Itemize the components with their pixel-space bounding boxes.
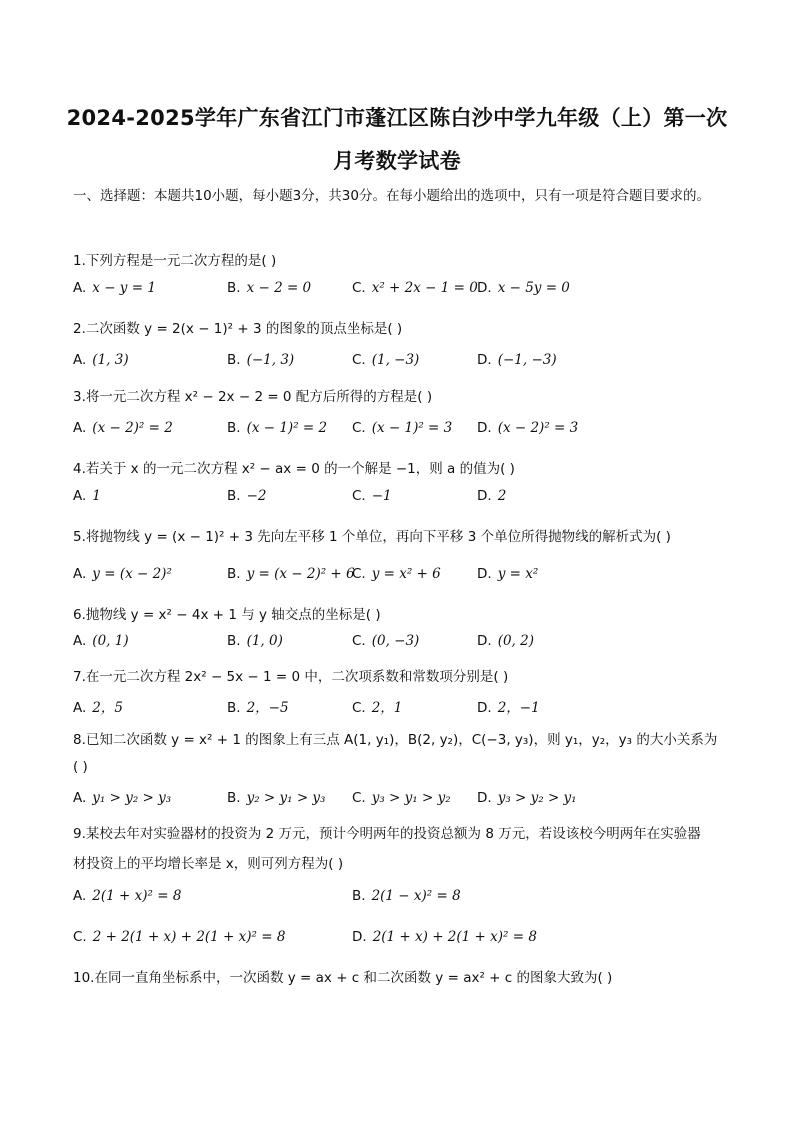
option-d: D. 2 [477,488,507,504]
question-9-options-row1 [73,888,723,908]
option-a: A. y = (x − 2)² [73,566,172,582]
section-heading: 一、选择题：本题共10小题，每小题3分，共30分。在每小题给出的选项中，只有一项是符合题目要求的。 [73,188,710,204]
question-6-stem: 6.抛物线 y = x² − 4x + 1 与 y 轴交点的坐标是( ) [73,607,381,623]
question-1-stem: 1.下列方程是一元二次方程的是( ) [73,253,277,269]
option-b: B. 2，−5 [227,700,289,716]
option-a: A. 2(1 + x)² = 8 [73,888,182,904]
question-7-stem: 7.在一元二次方程 2x² − 5x − 1 = 0 中，二次项系数和常数项分别是( ) [73,669,509,685]
option-d: D. 2(1 + x) + 2(1 + x)² = 8 [352,929,537,945]
option-c: C. y = x² + 6 [352,566,441,582]
option-c: C. (0, −3) [352,633,420,649]
option-d: D. (x − 2)² = 3 [477,420,579,436]
option-c: C. 2，1 [352,700,403,716]
option-b: B. (1, 0) [227,633,283,649]
question-1-options [73,280,723,300]
option-b: B. (−1, 3) [227,352,295,368]
question-9-options-row2 [73,929,723,949]
option-b: B. −2 [227,488,267,504]
option-a: A. (x − 2)² = 2 [73,420,173,436]
option-a: A. y₁ > y₂ > y₃ [73,790,172,806]
option-c: C. (1, −3) [352,352,420,368]
option-c: C. −1 [352,488,392,504]
exam-title-line2: 月考数学试卷 [333,149,461,173]
question-2-options [73,352,723,372]
option-a: A. 2，5 [73,700,123,716]
option-d: D. x − 5y = 0 [477,280,570,296]
question-8-stem-cont: ( ) [73,759,88,775]
option-d: D. (−1, −3) [477,352,557,368]
option-c: C. 2 + 2(1 + x) + 2(1 + x)² = 8 [73,929,286,945]
option-d: D. y = x² [477,566,539,582]
option-c: C. y₃ > y₁ > y₂ [352,790,451,806]
option-b: B. y = (x − 2)² + 6 [227,566,355,582]
question-4-stem: 4.若关于 x 的一元二次方程 x² − ax = 0 的一个解是 −1，则 a 的值为( ) [73,461,515,477]
question-2-stem: 2.二次函数 y = 2(x − 1)² + 3 的图象的顶点坐标是( ) [73,321,403,337]
option-b: B. y₂ > y₁ > y₃ [227,790,326,806]
option-a: A. x − y = 1 [73,280,156,296]
question-9-stem: 9.某校去年对实验器材的投资为 2 万元，预计今明两年的投资总额为 8 万元，若设该校今明两年在实验器 [73,826,701,842]
option-d: D. y₃ > y₂ > y₁ [477,790,577,806]
option-b: B. (x − 1)² = 2 [227,420,328,436]
question-8-options [73,790,723,810]
option-c: C. x² + 2x − 1 = 0 [352,280,478,296]
option-a: A. (0, 1) [73,633,129,649]
question-10-stem: 10.在同一直角坐标系中，一次函数 y = ax + c 和二次函数 y = ax² + c 的图象大致为( ) [73,970,613,986]
question-7-options [73,696,723,716]
question-4-options [73,488,723,508]
option-d: D. (0, 2) [477,633,534,649]
option-a: A. (1, 3) [73,352,129,368]
option-b: B. x − 2 = 0 [227,280,312,296]
question-5-options [73,566,723,586]
option-d: D. 2，−1 [477,700,540,716]
question-3-options [73,420,723,440]
question-9-stem-cont: 材投资上的平均增长率是 x，则可列方程为( ) [73,856,344,872]
question-5-stem: 5.将抛物线 y = (x − 1)² + 3 先向左平移 1 个单位，再向下平移 3 个单位所得抛物线的解析式为( ) [73,529,671,545]
exam-title-line1: 2024-2025学年广东省江门市蓬江区陈白沙中学九年级（上）第一次 [66,106,728,130]
question-8-stem: 8.已知二次函数 y = x² + 1 的图象上有三点 A(1, y₁)，B(2, y₂)，C(−3, y₃)，则 y₁，y₂，y₃ 的大小关系为 [73,732,718,748]
question-6-options [73,633,723,653]
option-a: A. 1 [73,488,101,504]
option-c: C. (x − 1)² = 3 [352,420,453,436]
question-3-stem: 3.将一元二次方程 x² − 2x − 2 = 0 配方后所得的方程是( ) [73,389,433,405]
option-b: B. 2(1 − x)² = 8 [352,888,461,904]
